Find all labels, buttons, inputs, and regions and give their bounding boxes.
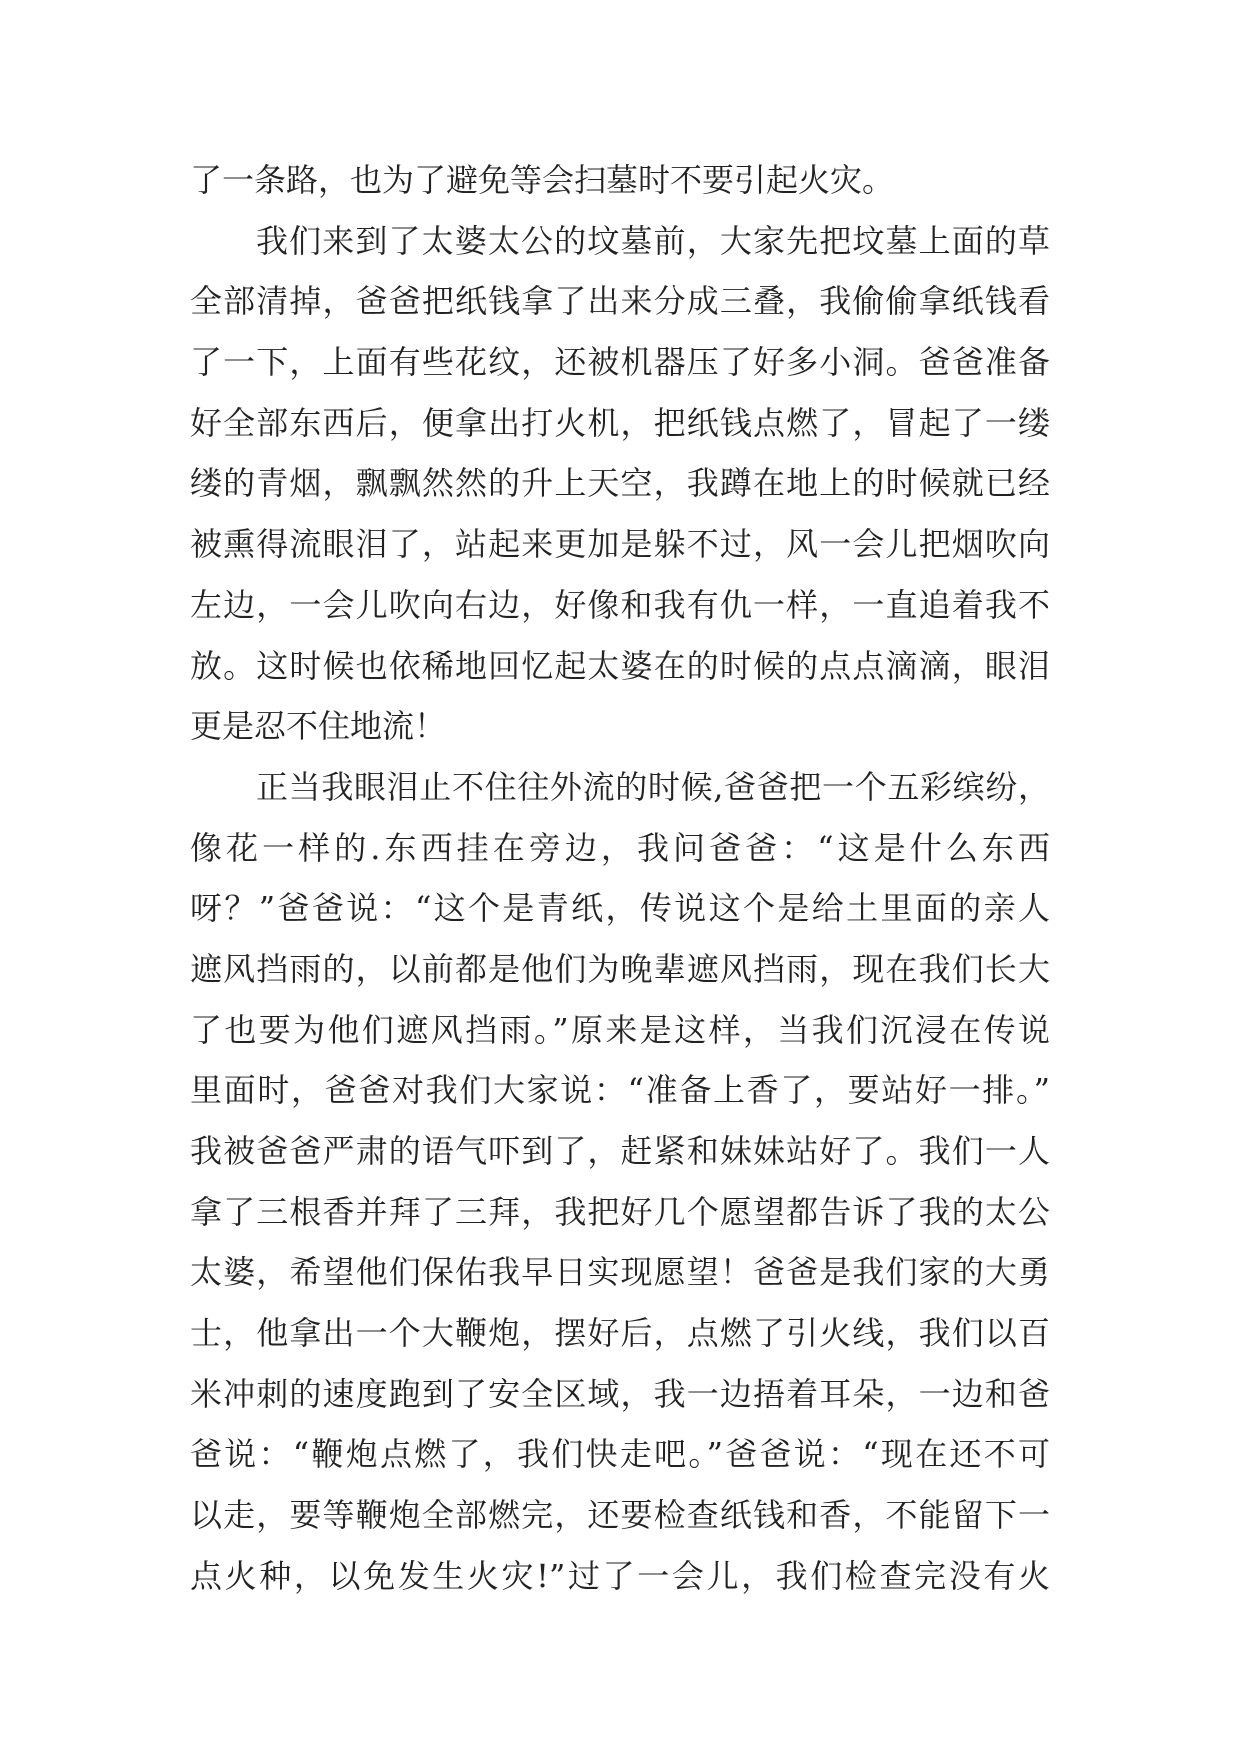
text-line: 我被爸爸严肃的语气吓到了，赶紧和妹妹站好了。我们一人: [190, 1132, 1050, 1170]
text-line: 遮风挡雨的，以前都是他们为晚辈遮风挡雨，现在我们长大: [190, 949, 1050, 988]
text-line: 好全部东西后，便拿出打火机，把纸钱点燃了，冒起了一缕: [190, 403, 1050, 442]
text-line: 了一下，上面有些花纹，还被机器压了好多小洞。爸爸准备: [190, 343, 1050, 382]
text-line: 太婆，希望他们保佑我早日实现愿望！爸爸是我们家的大勇: [190, 1253, 1050, 1292]
text-line: 拿了三根香并拜了三拜，我把好几个愿望都告诉了我的太公: [190, 1192, 1050, 1231]
text-line: 更是忍不住地流！: [190, 707, 447, 746]
text-line: 放。这时候也依稀地回忆起太婆在的时候的点点滴滴，眼泪: [190, 646, 1050, 685]
text-line: 米冲刺的速度跑到了安全区域，我一边捂着耳朵，一边和爸: [190, 1374, 1050, 1413]
text-line: 点火种，以免发生火灾!”过了一会儿，我们检查完没有火: [190, 1556, 1050, 1595]
text-line: 被熏得流眼泪了，站起来更加是躲不过，风一会儿把烟吹向: [190, 525, 1050, 564]
text-line: 正当我眼泪止不住往外流的时候,爸爸把一个五彩缤纷，: [256, 767, 1050, 806]
text-line: 以走，要等鞭炮全部燃完，还要检查纸钱和香，不能留下一: [190, 1496, 1050, 1535]
text-line: 呀？”爸爸说：“这个是青纸，传说这个是给土里面的亲人: [190, 889, 1050, 928]
body-text: [190, 150, 1050, 1607]
text-line: 全部清掉，爸爸把纸钱拿了出来分成三叠，我偷偷拿纸钱看: [190, 282, 1050, 321]
text-line: 爸说：“鞭炮点燃了，我们快走吧。”爸爸说：“现在还不可: [190, 1435, 1050, 1474]
text-line: 了也要为他们遮风挡雨。”原来是这样，当我们沉浸在传说: [190, 1010, 1050, 1049]
text-line: 我们来到了太婆太公的坟墓前，大家先把坟墓上面的草: [256, 221, 1050, 260]
text-line: 士，他拿出一个大鞭炮，摆好后，点燃了引火线，我们以百: [190, 1314, 1050, 1353]
text-line: 左边，一会儿吹向右边，好像和我有仇一样，一直追着我不: [190, 585, 1050, 624]
text-line: 像花一样的.东西挂在旁边，我问爸爸：“这是什么东西: [190, 828, 1050, 867]
text-line: 里面时，爸爸对我们大家说：“准备上香了，要站好一排。”: [190, 1071, 1050, 1110]
text-line: 了一条路，也为了避免等会扫墓时不要引起火灾。: [190, 161, 895, 199]
text-line: 缕的青烟，飘飘然然的升上天空，我蹲在地上的时候就已经: [190, 464, 1050, 503]
